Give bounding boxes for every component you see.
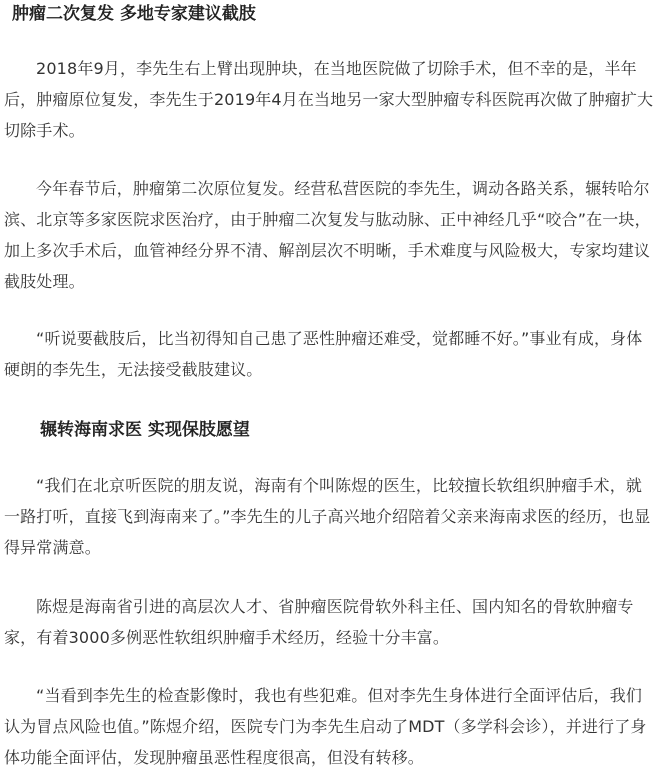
paragraph-patient-quote: “听说要截肢后，比当初得知自己患了恶性肿瘤还难受，觉都睡不好。”事业有成，身体硬朗的李先生，无法接受截肢建议。 — [4, 329, 643, 379]
paragraph-second-recurrence: 今年春节后，肿瘤第二次原位复发。经营私营医院的李先生，调动各路关系，辗转哈尔滨、北京等多家医院求医治疗，由于肿瘤二次复发与肱动脉、正中神经几乎“咬合”在一块，加上多次手术后，血管神经分界不清、解剖层次不明晰，手术难度与风险极大，专家均建议截肢处理。 — [4, 179, 651, 291]
paragraph-son-quote: “我们在北京听医院的朋友说，海南有个叫陈煜的医生，比较擅长软组织肿瘤手术，就一路打听，直接飞到海南来了。”李先生的儿子高兴地介绍陪着父亲来海南求医的经历，也显得异常满意。 — [4, 476, 651, 557]
paragraph-first-surgery: 2018年9月，李先生右上臂出现肿块，在当地医院做了切除手术，但不幸的是，半年后，肿瘤原位复发，李先生于2019年4月在当地另一家大型肿瘤专科医院再次做了肿瘤扩大切除手术。 — [4, 59, 654, 140]
section-heading-hainan: 辗转海南求医 实现保肢愿望 — [40, 420, 250, 440]
paragraph-doctor-evaluation: “当看到李先生的检查影像时，我也有些犯难。但对李先生身体进行全面评估后，我们认为冒点风险也值。”陈煜介绍，医院专门为李先生启动了MDT（多学科会诊），并进行了身体功能全面评估，发现肿瘤虽恶性程度很高，但没有转移。 — [4, 686, 647, 767]
section-heading-recurrence: 肿瘤二次复发 多地专家建议截肢 — [12, 4, 256, 24]
paragraph-doctor-intro: 陈煜是海南省引进的高层次人才、省肿瘤医院骨软外科主任、国内知名的骨软肿瘤专家，有着3000多例恶性软组织肿瘤手术经历，经验十分丰富。 — [4, 597, 634, 647]
